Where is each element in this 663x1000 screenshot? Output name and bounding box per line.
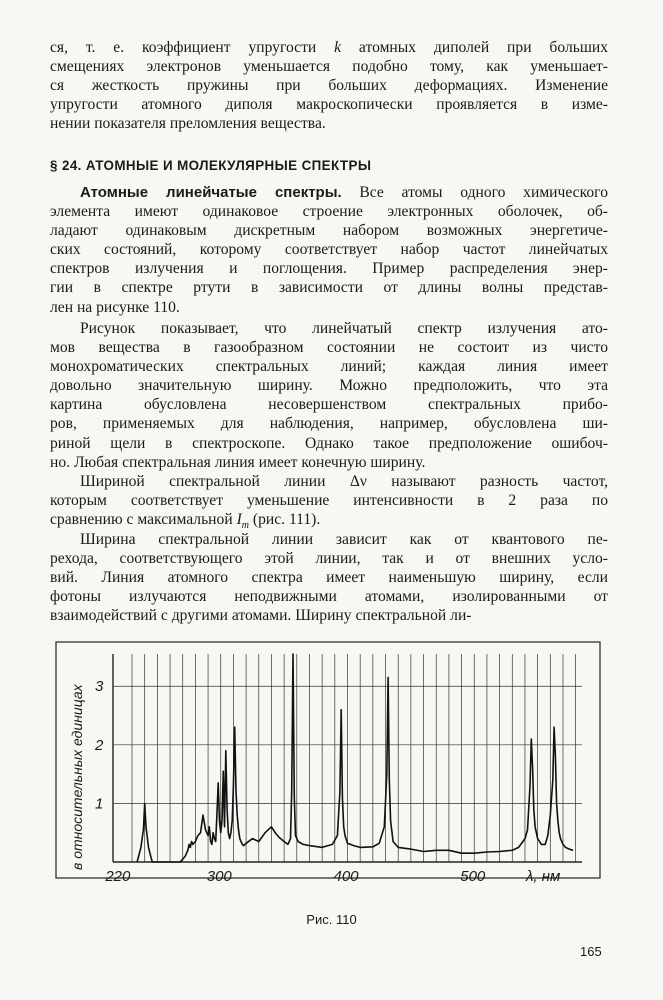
- chart-grid: [113, 654, 582, 862]
- figure-caption: Рис. 110: [306, 912, 357, 927]
- paragraph-line: Рисунок показывает, что линейчатый спектр излучения ато-: [80, 320, 608, 337]
- spectrum-curve: [137, 654, 573, 862]
- paragraph-line: довольно значительную ширину. Можно предположить, что эта: [50, 377, 608, 395]
- paragraph-line: сравнению с максимальной $I_m$ (рис. 111).: [50, 511, 321, 532]
- mercury-spectrum-chart: [48, 634, 608, 884]
- y-axis-label: в относительных единицах: [69, 684, 85, 870]
- paragraph-line: вий. Линия атомного спектра имеет наименьшую ширину, если: [50, 569, 608, 587]
- paragraph-line: монохроматических спектральных линий; каждая линия имеет: [50, 358, 608, 376]
- paragraph-line: нении показателя преломления вещества.: [50, 115, 326, 133]
- paragraph-line: гии в спектре ртути в зависимости от длины волны представ-: [50, 279, 608, 297]
- chart-labels: [69, 683, 560, 884]
- paragraph-line: упругости атомного диполя макроскопически проявляется в изме-: [50, 96, 608, 114]
- paragraph-line: риной щели в спектроскопе. Однако такое предположение ошибоч-: [50, 434, 608, 452]
- chart-series: [137, 654, 573, 862]
- x-tick-label: 400: [333, 868, 359, 884]
- paragraph-line: ся, т. е. коэффициент упругости k атомных диполей при больших: [50, 39, 608, 56]
- x-tick-label: 500: [460, 868, 486, 884]
- paragraph-line: ся жесткость пружины при больших деформациях. Изменение: [50, 77, 608, 95]
- chart-ticks: [94, 678, 486, 884]
- paragraph-atomic-spectra: [50, 183, 608, 317]
- paragraph-line-width-definition: [50, 472, 608, 535]
- y-tick-label: 1: [95, 795, 104, 813]
- section-heading: § 24. АТОМНЫЕ И МОЛЕКУЛЯРНЫЕ СПЕКТРЫ: [50, 158, 372, 173]
- paragraph-line: смещениях электронов уменьшается подобно тому, как уменьшает-: [50, 58, 608, 76]
- paragraph-line: картина обусловлена несовершенством спектральных прибо-: [50, 396, 608, 414]
- paragraph-line: элемента имеют одинаковое строение электронных оболочек, об-: [50, 203, 608, 221]
- paragraph-continued: [50, 38, 608, 133]
- paragraph-line: Атомные линейчатые спектры. Все атомы одного химического: [80, 184, 608, 201]
- paragraph-line: ров, применяемых для наблюдения, например, обусловлена ши-: [50, 415, 608, 433]
- paragraph-figure-discussion: [50, 319, 608, 472]
- page-number: 165: [580, 944, 602, 959]
- paragraph-line: взаимодействий с другими атомами. Ширину спектральной ли-: [50, 607, 472, 625]
- paragraph-line: Ширина спектральной линии зависит как от квантового пе-: [80, 531, 608, 548]
- paragraph-line: но. Любая спектральная линия имеет конечную ширину.: [50, 453, 426, 471]
- paragraph-line: лен на рисунке 110.: [50, 298, 180, 316]
- paragraph-line: спектров излучения и поглощения. Пример распределения энер-: [50, 260, 608, 278]
- run-in-heading: Атомные линейчатые спектры.: [80, 184, 342, 201]
- chart-frame: [56, 642, 600, 878]
- y-tick-label: 2: [95, 736, 104, 754]
- paragraph-line: рехода, соответствующего этой линии, так и от внешних усло-: [50, 550, 608, 568]
- chart-border: [56, 642, 600, 878]
- x-tick-label: 300: [206, 868, 232, 884]
- paragraph-line: Шириной спектральной линии Δν называют разность частот,: [80, 473, 608, 490]
- paragraph-line: мов вещества в газообразном состоянии не состоит из чисто: [50, 339, 608, 357]
- paragraph-line: фотоны излучаются неподвижными атомами, изолированными от: [50, 588, 608, 606]
- y-tick-label: 3: [95, 678, 104, 696]
- x-tick-label: 220: [105, 868, 131, 884]
- paragraph-line: ских состояний, которому соответствует набор частот линейчатых: [50, 241, 608, 259]
- x-axis-label: λ, нм: [526, 868, 561, 884]
- paragraph-line: которым соответствует уменьшение интенсивности в 2 раза по: [50, 492, 608, 510]
- paragraph-line: ладают одинаковым дискретным набором возможных энергетиче-: [50, 222, 608, 240]
- paragraph-line-width-dependence: [50, 530, 608, 625]
